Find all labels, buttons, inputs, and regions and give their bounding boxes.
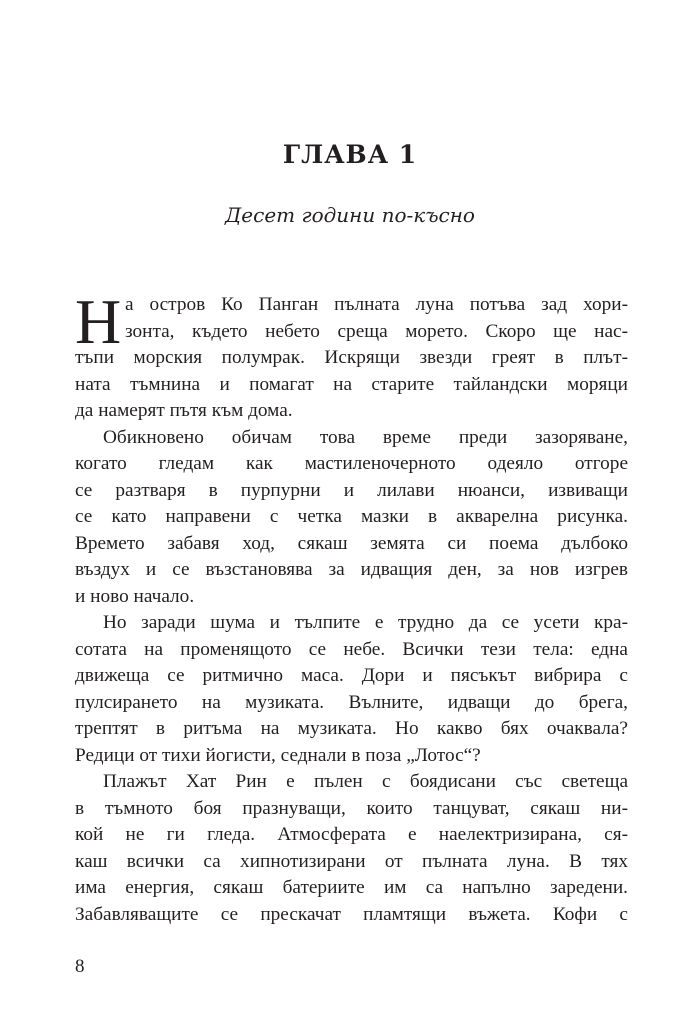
text-line: движеща се ритмично маса. Дори и пясъкът вибрира с [75,665,628,686]
text-line: пулсирането на музиката. Вълните, идващи до брега, [75,691,628,713]
text-line: ната тъмнина и помагат на старите тайландски моряци [75,373,628,395]
chapter-subtitle: Десет години по-късно [225,203,475,227]
text-line: Но заради шума и тълпите е трудно да се усети кра- [103,612,628,633]
chapter-body [75,286,628,928]
text-line: трептят в ритъма на музиката. Но какво бях очаквала? [75,718,628,739]
text-line: Редици от тихи йогисти, седнали в поза „Лотос“? [75,744,481,766]
text-line: въздух и се възстановява за идващия ден, за нов изгрев [75,559,628,580]
text-line: тъпи морския полумрак. Искрящи звезди греят в плът- [75,347,628,368]
text-line: сотата на променящото се небе. Всички тези тела: една [75,638,628,660]
text-line: каш всички са хипнотизирани от пълната луна. В тях [75,850,628,872]
text-line: се като направени с четка мазки в акварелна рисунка. [75,506,628,527]
drop-cap: Н [75,286,122,357]
chapter-title: ГЛАВА 1 [282,140,418,169]
text-line: Обикновено обичам това време преди зазоряване, [103,426,628,448]
text-line: в тъмното боя празнуващи, които танцуват, сякаш ни- [75,797,628,819]
text-line: да намерят пътя към дома. [75,400,293,421]
text-line: има енергия, сякаш батериите им са напълно заредени. [75,877,628,898]
text-line: Плажът Хат Рин е пълен с боядисани със светеща [103,771,628,792]
text-line: се разтваря в пурпурни и лилави нюанси, извиващи [75,479,628,501]
text-line: когато гледам как мастиленочерното одеяло отгоре [75,453,628,474]
text-line: зонта, където небето среща морето. Скоро ще нас- [125,320,628,342]
text-line: Времето забавя ход, сякаш земята си поема дълбоко [75,532,628,554]
page-number: 8 [75,956,85,977]
text-line: кой не ги гледа. Атмосферата е наелектризирана, ся- [75,824,628,845]
text-line: и ново начало. [75,585,195,607]
text-line: Забавляващите се прескачат пламтящи въжета. Кофи с [75,903,628,925]
text-line: а остров Ко Панган пълната луна потъва зад хори- [125,294,628,315]
